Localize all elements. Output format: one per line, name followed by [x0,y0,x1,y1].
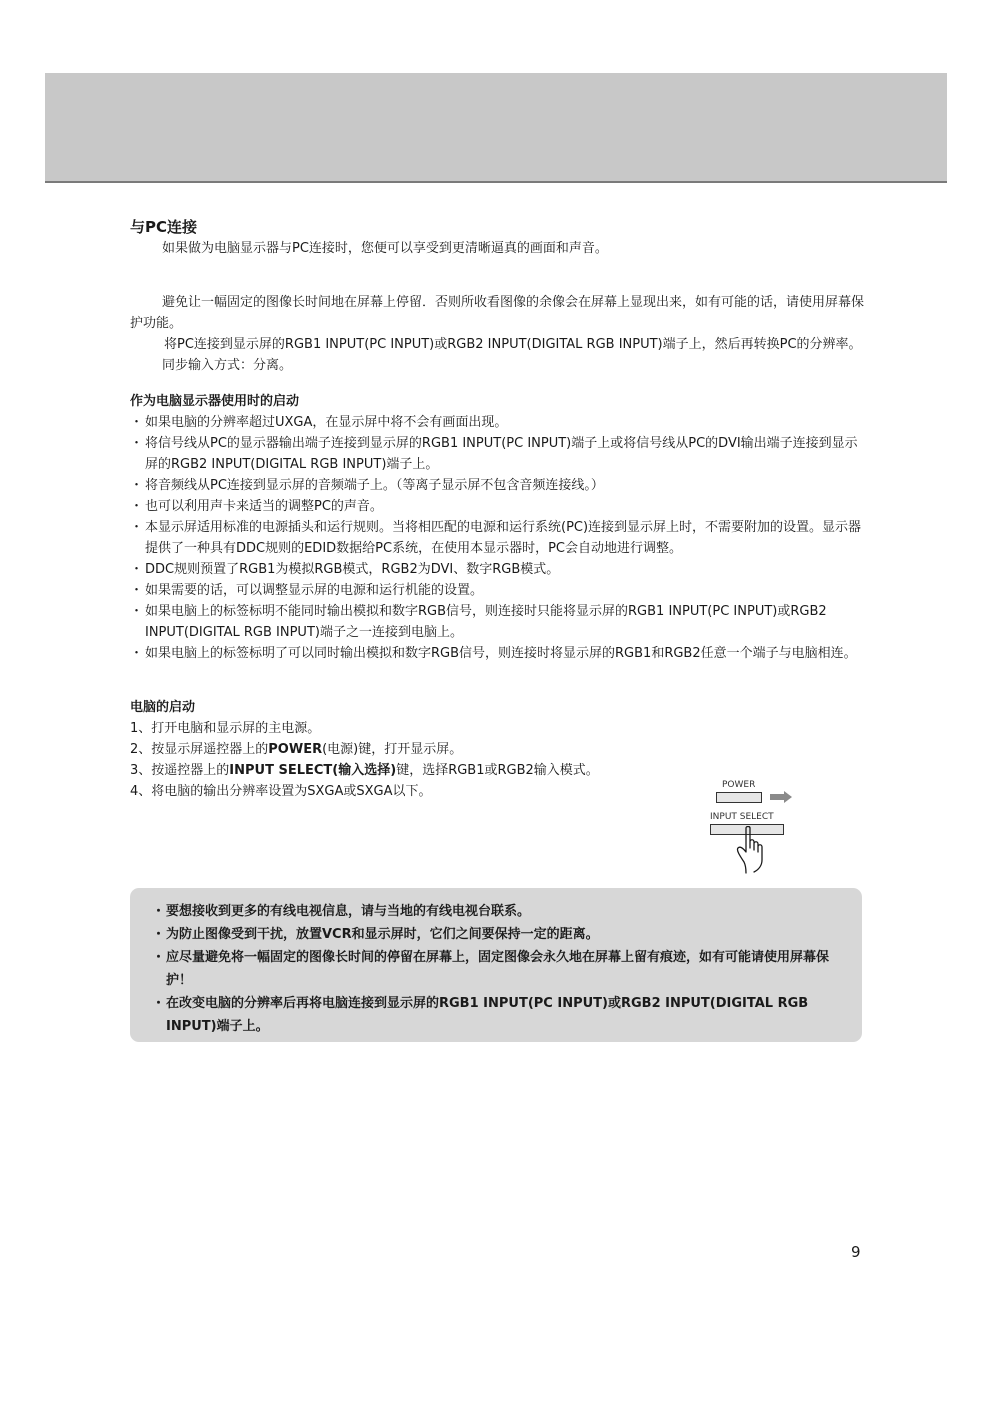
page-number: 9 [851,1243,861,1261]
header-band [45,73,947,183]
notes-box [130,888,862,1042]
list-item: ・ 如果电脑的分辨率超过UXGA，在显示屏中将不会有画面出现。 [130,415,508,430]
list-item: ・ 如果电脑上的标签标明不能同时输出模拟和数字RGB信号，则连接时只能将显示屏的RGB1 INPUT(PC INPUT)或RGB2 INPUT(DIGITAL RGB INPUT)端子之一连接到电脑上。 [130,604,827,640]
paragraph-connect: 将PC连接到显示屏的RGB1 INPUT(PC INPUT)或RGB2 INPUT(DIGITAL RGB INPUT)端子上，然后再转换PC的分辨率。 [164,337,862,352]
power-button [716,792,762,803]
list-item: ・ 如果电脑上的标签标明了可以同时输出模拟和数字RGB信号，则连接时将显示屏的RGB1和RGB2任意一个端子与电脑相连。 [130,646,857,661]
main-content [130,216,865,802]
paragraph-intro: 如果做为电脑显示器与PC连接时，您便可以享受到更清晰逼真的画面和声音。 [162,241,608,256]
paragraph-sync: 同步输入方式：分离。 [162,358,293,373]
section-title-pc-connection: 与PC连接 [130,218,198,236]
list-item: ・ 将音频线从PC连接到显示屏的音频端子上。（等离子显示屏不包含音频连接线。） [130,478,604,493]
pointing-hand-icon [736,826,776,874]
list-item: ・ 如果需要的话，可以调整显示屏的电源和运行机能的设置。 [130,583,484,598]
note-item: ・ 要想接收到更多的有线电视信息，请与当地的有线电视台联系。 [152,904,531,919]
section-title-monitor-startup: 作为电脑显示器使用时的启动 [130,394,300,409]
step-1: 1、打开电脑和显示屏的主电源。 [130,721,321,736]
list-item: ・ 将信号线从PC的显示器输出端子连接到显示屏的RGB1 INPUT(PC INPUT)端子上或将信号线从PC的DVI输出端子连接到显示屏的RGB2 INPUT(DIGITAL RGB INPUT)端子上。 [130,436,858,472]
note-item: ・ 为防止图像受到干扰，放置VCR和显示屏时，它们之间要保持一定的距离。 [152,927,599,942]
section-title-pc-startup: 电脑的启动 [130,700,196,715]
list-item: ・ 本显示屏适用标准的电源插头和运行规则。当将相匹配的电源和运行系统(PC)连接到显示屏上时，不需要附加的设置。显示器提供了一种具有DDC规则的EDID数据给PC系统，在使用本显示器时，PC会自动地进行调整。 [130,520,862,556]
power-button-label: POWER [722,780,756,790]
note-item: ・ 应尽量避免将一幅固定的图像长时间的停留在屏幕上，固定图像会永久地在屏幕上留有痕迹，如有可能请使用屏幕保护！ [152,950,830,988]
input-select-button-label: INPUT SELECT [710,812,774,822]
list-item: ・ DDC规则预置了RGB1为模拟RGB模式，RGB2为DVI、数字RGB模式。 [130,562,560,577]
note-item: ・ 在改变电脑的分辨率后再将电脑连接到显示屏的RGB1 INPUT(PC INPUT)或RGB2 INPUT(DIGITAL RGB INPUT)端子上。 [152,996,809,1034]
remote-control-illustration [706,780,806,875]
step-3: 3、按遥控器上的INPUT SELECT(输入选择)键，选择RGB1或RGB2输入模式。 [130,763,599,778]
list-item: ・ 也可以利用声卡来适当的调整PC的声音。 [130,499,383,514]
monitor-startup-list [130,412,865,664]
step-2: 2、按显示屏遥控器上的POWER(电源)键，打开显示屏。 [130,742,463,757]
paragraph-burn-in: 避免让一幅固定的图像长时间地在屏幕上停留．否则所收看图像的余像会在屏幕上显现出来，如有可能的话，请使用屏幕保护功能。 [130,295,865,331]
step-4: 4、将电脑的输出分辨率设置为SXGA或SXGA以下。 [130,784,432,799]
notes-list [152,900,842,1038]
arrow-right-icon [770,791,794,803]
